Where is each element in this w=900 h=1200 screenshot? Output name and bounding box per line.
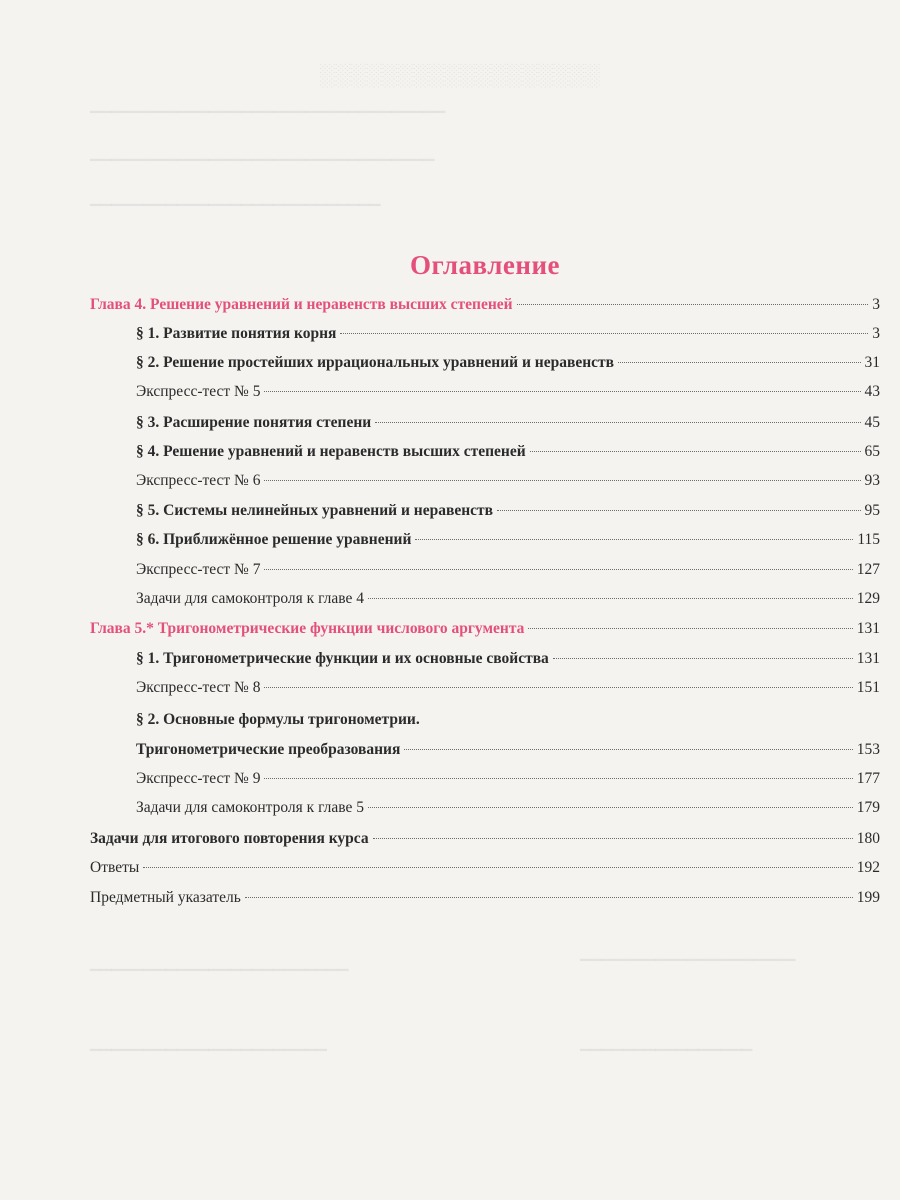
toc-page-number: 192 [856, 859, 880, 876]
page-title: Оглавление [410, 250, 560, 280]
toc-entry-label: § 1. Развитие понятия корня [136, 325, 337, 342]
toc-page-number: 129 [856, 590, 880, 607]
toc-page-number: 151 [856, 679, 880, 696]
toc-entry-label: Экспресс-тест № 8 [136, 679, 261, 696]
show-through-text: ▔▔▔▔▔▔▔▔▔▔▔▔▔▔▔▔▔▔▔▔▔▔ [90, 1051, 327, 1066]
toc-chapter-4[interactable] [90, 292, 880, 318]
toc-section-4-6[interactable] [136, 527, 880, 553]
toc-section-4-1[interactable] [136, 321, 880, 347]
toc-self-check-4[interactable] [136, 586, 880, 612]
dot-leader [368, 807, 853, 808]
toc-page-number: 131 [856, 650, 880, 667]
toc-answers[interactable] [90, 855, 880, 881]
dot-leader [497, 510, 861, 511]
toc-page-number: 45 [864, 414, 880, 431]
toc-final-review[interactable] [90, 826, 880, 852]
toc-entry-label: Тригонометрические преобразования [136, 741, 401, 758]
toc-page-number: 115 [857, 531, 880, 548]
show-through-text: ▔▔▔▔▔▔▔▔▔▔▔▔▔▔▔▔▔▔▔▔▔▔▔▔▔▔▔▔▔▔▔▔▔ [90, 113, 446, 128]
toc-subject-index[interactable] [90, 885, 880, 911]
show-through-text: ▔▔▔▔▔▔▔▔▔▔▔▔▔▔▔▔▔▔▔▔▔▔▔▔ [90, 971, 349, 986]
toc-entry-label: Экспресс-тест № 5 [136, 383, 261, 400]
dot-leader [530, 451, 861, 452]
dot-leader [415, 539, 853, 540]
show-through-text: ░░░░░░░░░░░░░░░░░░ [320, 62, 601, 87]
dot-leader [264, 569, 852, 570]
toc-section-4-5[interactable] [136, 498, 880, 524]
toc-entry-label: Задачи для самоконтроля к главе 4 [136, 590, 364, 607]
dot-leader [528, 628, 852, 629]
toc-entry-label: § 6. Приближённое решение уравнений [136, 531, 412, 548]
toc-page-number: 31 [864, 354, 880, 371]
show-through-text: ▔▔▔▔▔▔▔▔▔▔▔▔▔▔▔▔▔▔▔▔▔▔▔▔▔▔▔ [90, 206, 381, 221]
toc-page-number: 179 [856, 799, 880, 816]
toc-page-number: 177 [856, 770, 880, 787]
toc-entry-label: § 1. Тригонометрические функции и их основные свойства [136, 650, 549, 667]
dot-leader [618, 362, 861, 363]
dot-leader [340, 333, 868, 334]
toc-chapter-5[interactable] [90, 616, 880, 642]
dot-leader [373, 838, 853, 839]
toc-section-4-4[interactable] [136, 439, 880, 465]
toc-entry-label: § 4. Решение уравнений и неравенств высших степеней [136, 443, 526, 460]
toc-entry-label: Предметный указатель [90, 889, 241, 906]
toc-page-number: 127 [856, 561, 880, 578]
toc-section-5-1[interactable] [136, 646, 880, 672]
dot-leader [264, 687, 852, 688]
toc-entry-label: Глава 4. Решение уравнений и неравенств высших степеней [90, 296, 513, 313]
toc-entry-label: Экспресс-тест № 9 [136, 770, 261, 787]
toc-entry-label: Экспресс-тест № 7 [136, 561, 261, 578]
dot-leader [553, 658, 853, 659]
dot-leader [375, 422, 860, 423]
toc-express-test-5[interactable] [136, 379, 880, 405]
toc-section-5-2[interactable] [136, 737, 880, 763]
dot-leader [517, 304, 869, 305]
toc-page-number: 95 [864, 502, 880, 519]
dot-leader [264, 778, 852, 779]
dot-leader [404, 749, 852, 750]
toc-page-number: 93 [864, 472, 880, 489]
toc-entry-label: § 3. Расширение понятия степени [136, 414, 372, 431]
toc-entry-label: Экспресс-тест № 6 [136, 472, 261, 489]
dot-leader [264, 480, 860, 481]
toc-section-4-2[interactable] [136, 350, 880, 376]
show-through-text: ▔▔▔▔▔▔▔▔▔▔▔▔▔▔▔▔▔▔▔▔▔▔▔▔▔▔▔▔▔▔▔▔ [90, 161, 435, 176]
toc-page [90, 0, 880, 1200]
toc-express-test-6[interactable] [136, 468, 880, 494]
toc-express-test-9[interactable] [136, 766, 880, 792]
toc-entry-label: Задачи для самоконтроля к главе 5 [136, 799, 364, 816]
toc-entry-label: Задачи для итогового повторения курса [90, 830, 369, 847]
toc-page-number: 43 [864, 383, 880, 400]
toc-page-number: 180 [856, 830, 880, 847]
dot-leader [264, 391, 860, 392]
dot-leader [368, 598, 853, 599]
toc-page-number: 65 [864, 443, 880, 460]
toc-page-number: 153 [856, 741, 880, 758]
toc-page-number: 3 [872, 296, 880, 313]
show-through-text: ▔▔▔▔▔▔▔▔▔▔▔▔▔▔▔▔ [580, 1051, 753, 1066]
dot-leader [245, 897, 853, 898]
toc-page-number: 131 [856, 620, 880, 637]
toc-section-5-2-line1[interactable]: § 2. Основные формулы тригонометрии. [136, 711, 420, 728]
toc-entry-label: § 5. Системы нелинейных уравнений и неравенств [136, 502, 493, 519]
toc-page-number: 199 [856, 889, 880, 906]
show-through-text: ▔▔▔▔▔▔▔▔▔▔▔▔▔▔▔▔▔▔▔▔ [580, 961, 796, 976]
toc-self-check-5[interactable] [136, 795, 880, 821]
toc-entry-label: § 2. Решение простейших иррациональных уравнений и неравенств [136, 354, 614, 371]
toc-entry-label: Глава 5.* Тригонометрические функции числового аргумента [90, 620, 525, 637]
toc-express-test-8[interactable] [136, 675, 880, 701]
toc-express-test-7[interactable] [136, 557, 880, 583]
toc-page-number: 3 [872, 325, 880, 342]
dot-leader [143, 867, 852, 868]
toc-section-4-3[interactable] [136, 410, 880, 436]
toc-entry-label: Ответы [90, 859, 140, 876]
